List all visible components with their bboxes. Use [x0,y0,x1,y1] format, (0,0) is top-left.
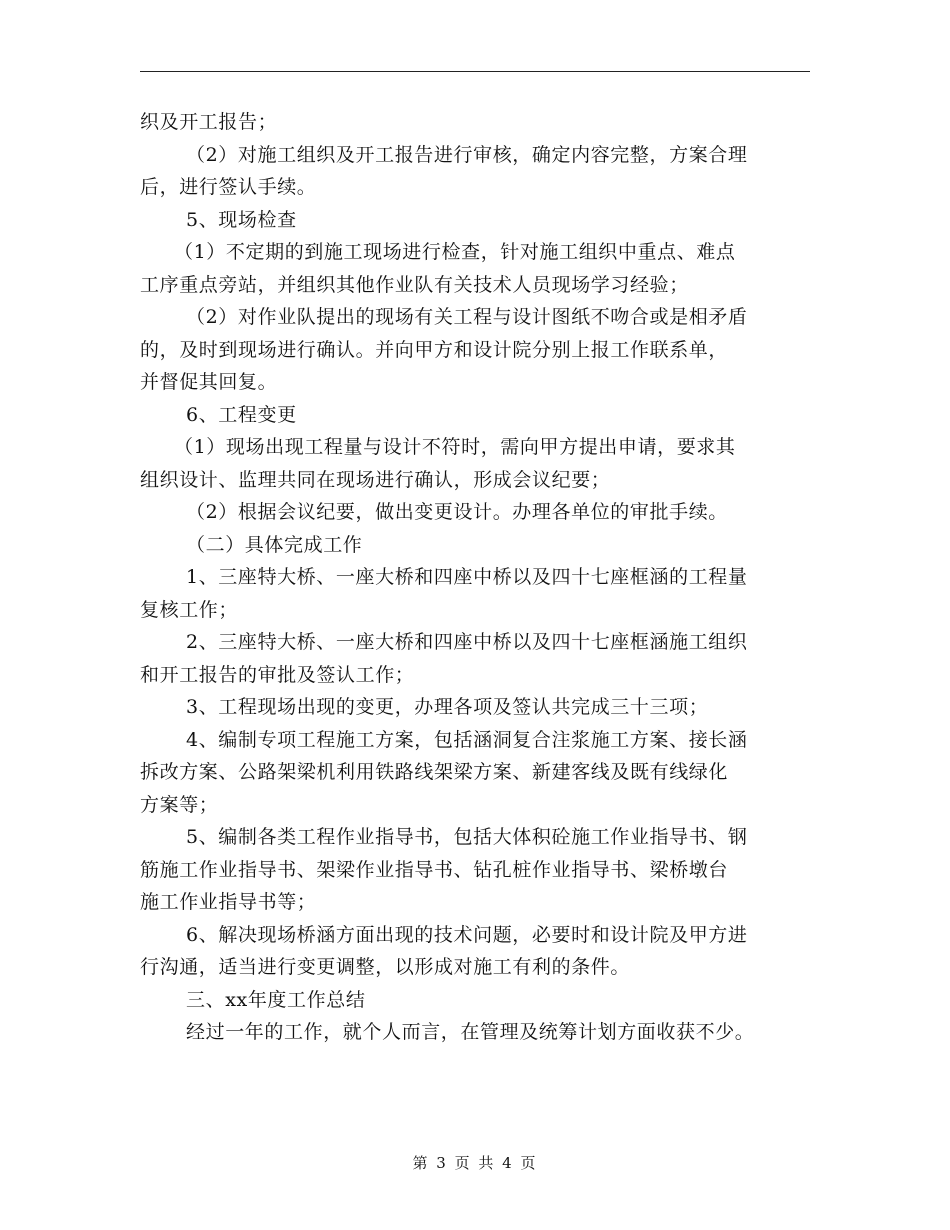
text-line: 复核工作； [140,598,239,621]
text-line: 施工作业指导书等； [140,891,317,913]
text-line: 2、三座特大桥、一座大桥和四座中桥以及四十七座框涵施工组织 [186,631,748,653]
text-line: 3、工程现场出现的变更，办理各项及签认共完成三十三项； [186,696,709,718]
text-line: 工序重点旁站，并组织其他作业队有关技术人员现场学习经验； [140,273,689,296]
text-line: 后，进行签认手续。 [140,176,317,198]
text-line: （2）对施工组织及开工报告进行审核，确定内容完整，方案合理 [186,143,748,166]
document-body [140,106,812,1049]
text-line: 拆改方案、公路架梁机利用铁路线架梁方案、新建客线及既有线绿化 [140,761,729,783]
text-line: 1、三座特大桥、一座大桥和四座中桥以及四十七座框涵的工程量 [186,566,748,588]
text-line: （1）现场出现工程量与设计不符时，需向甲方提出申请，要求其 [174,436,736,458]
text-line: 和开工报告的审批及签认工作； [140,663,415,686]
text-line: 的，及时到现场进行确认。并向甲方和设计院分别上报工作联系单， [140,338,729,361]
text-line: （2）根据会议纪要，做出变更设计。办理各单位的审批手续。 [186,501,728,523]
text-line: 经过一年的工作，就个人而言，在管理及统筹计划方面收获不少。 [186,1021,755,1043]
text-line: 三、xx年度工作总结 [186,988,366,1011]
text-line: 5、现场检查 [186,208,297,231]
text-line: 并督促其回复。 [140,371,278,393]
text-line: 行沟通，适当进行变更调整，以形成对施工有利的条件。 [140,956,631,978]
text-line: 4、编制专项工程施工方案，包括涵洞复合注浆施工方案、接长涵 [186,728,748,751]
text-line: 织及开工报告； [140,111,278,133]
text-line: 5、编制各类工程作业指导书，包括大体积砼施工作业指导书、钢 [186,826,748,848]
text-line: （1）不定期的到施工现场进行检查，针对施工组织中重点、难点 [174,241,736,263]
text-line: 6、解决现场桥涵方面出现的技术问题，必要时和设计院及甲方进 [186,923,748,946]
text-line: 组织设计、监理共同在现场进行确认，形成会议纪要； [140,468,611,491]
text-line: 6、工程变更 [186,403,297,426]
text-line: （二）具体完成工作 [186,533,363,556]
page-footer [0,1152,950,1173]
text-line: 筋施工作业指导书、架梁作业指导书、钻孔桩作业指导书、梁桥墩台 [140,858,729,881]
page-number-label: 第 3 页 共 4 页 [412,1154,538,1172]
text-line: （2）对作业队提出的现场有关工程与设计图纸不吻合或是相矛盾 [186,306,748,328]
header-rule [140,71,810,72]
text-line: 方案等； [140,793,219,816]
